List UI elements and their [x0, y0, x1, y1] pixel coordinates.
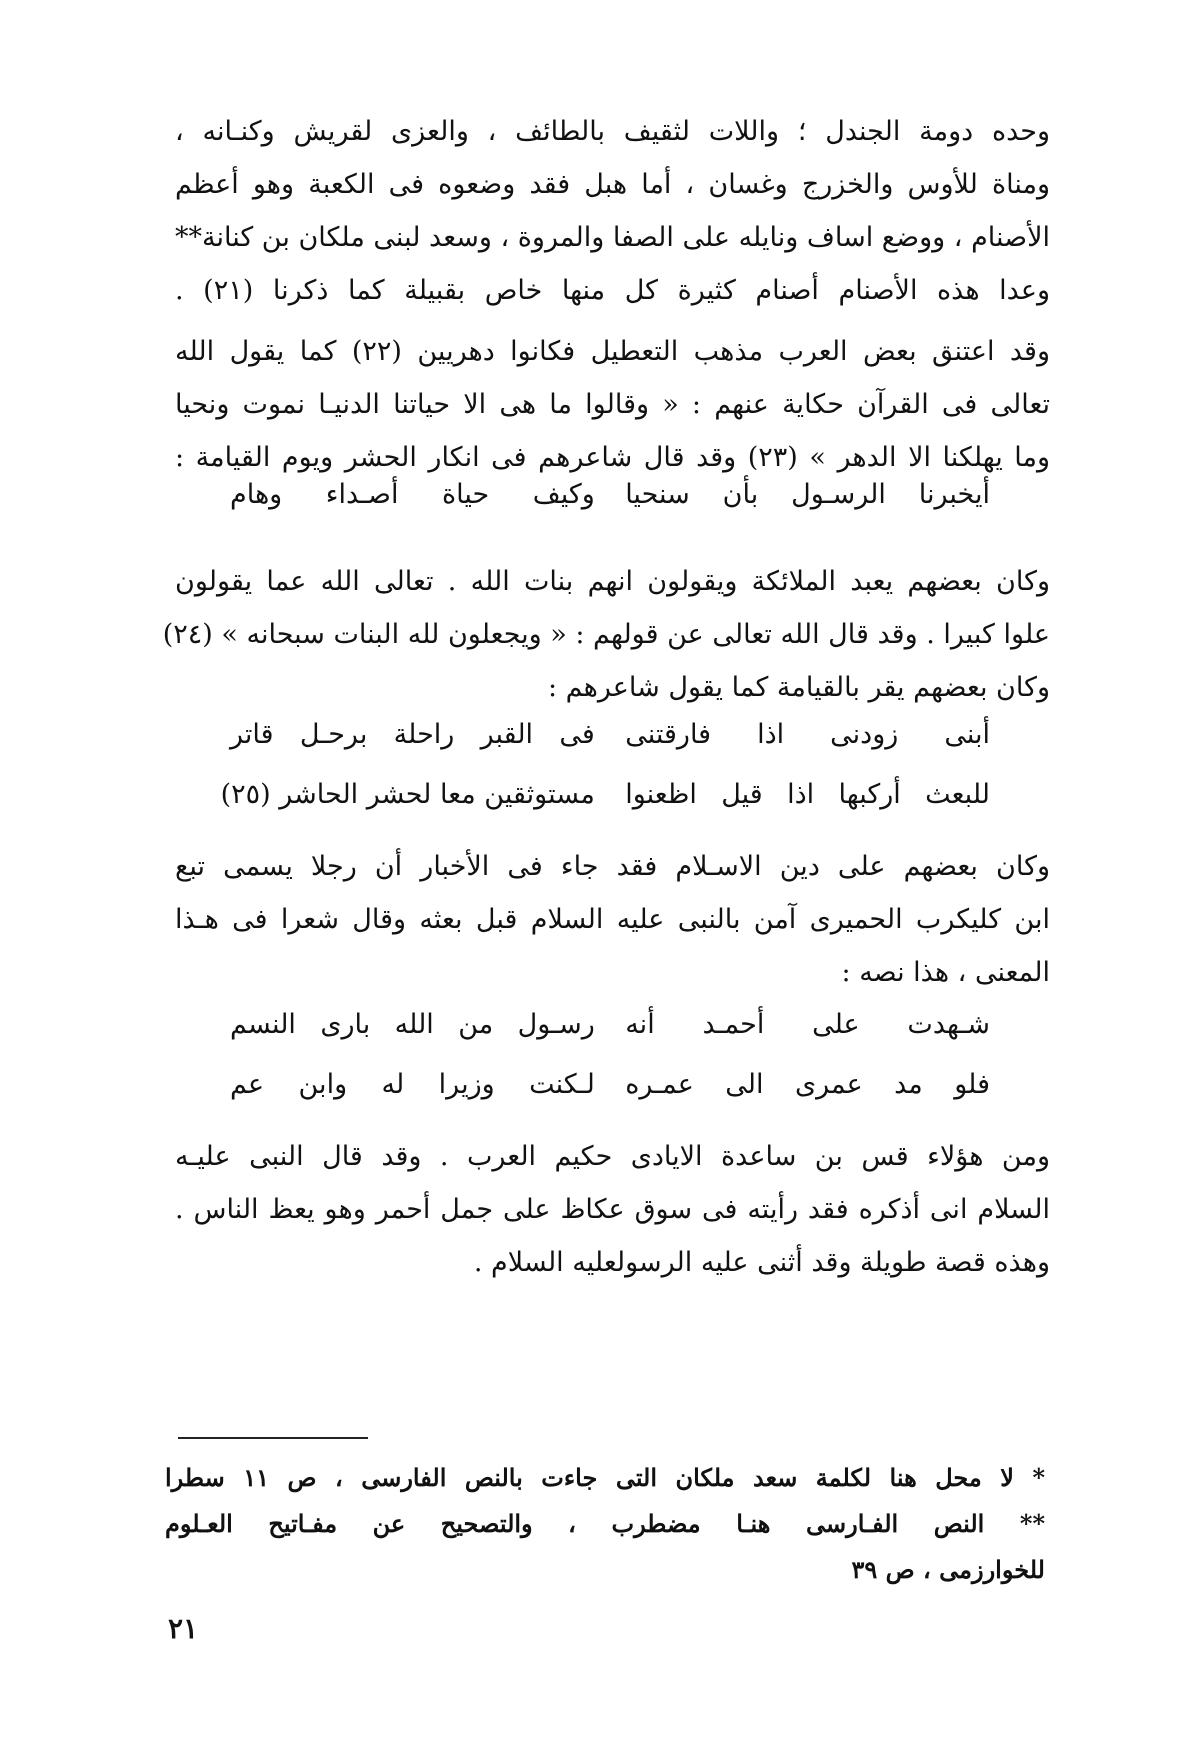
text-line: وكان بعضهم على دين الاسـلام فقد جاء فى الأخبار أن رجلا يسمى تبع	[175, 851, 1050, 882]
verse-second-hemistich: لـكنت وزيرا له وابن عم	[230, 1069, 595, 1100]
footnote: للخوارزمى ، ص ٣٩	[851, 1555, 1045, 1584]
text-line: المعنى ، هذا نصه :	[841, 957, 1050, 988]
text-line: ومناة للأوس والخزرج وغسان ، أما هبل فقد وضعوه فى الكعبة وهو أعظم	[175, 169, 1050, 200]
verse-second-hemistich: رسـول من الله بارى النسم	[230, 1009, 595, 1040]
verse-first-hemistich: أبنى زودنى اذا فارقتنى	[625, 719, 990, 750]
text-line: ومن هؤلاء قس بن ساعدة الايادى حكيم العرب . وقد قال النبى عليـه	[175, 1141, 1050, 1172]
paragraph-quss	[175, 1130, 1050, 1289]
verse-first-hemistich: فلو مد عمرى الى عمـره	[625, 1069, 990, 1100]
footnotes	[165, 1455, 1045, 1593]
verse-second-hemistich: مستوثقين معا لحشر الحاشر (٢٥)	[220, 779, 595, 810]
footnote: ** النص الفـارسى هنـا مضطرب ، والتصحيح عن مفـاتيح العـلوم	[165, 1509, 1045, 1538]
verse-line	[230, 465, 990, 525]
text-line: وعدا هذه الأصنام أصنام كثيرة كل منها خاص بقبيلة كما ذكرنا (٢١) .	[175, 275, 1050, 306]
text-line: الأصنام ، ووضع اساف ونايله على الصفا والمروة ، وسعد لبنى ملكان بن كنانة**	[175, 222, 1050, 253]
text-line: وحده دومة الجندل ؛ واللات لثقيف بالطائف ، والعزى لقريش وكنـانه ،	[175, 116, 1050, 147]
paragraph-islam	[175, 840, 1050, 999]
text-line: وهذه قصة طويلة وقد أثنى عليه الرسولعليه السلام .	[473, 1247, 1050, 1278]
paragraph-dahriyin	[175, 325, 1050, 484]
verse-line	[220, 765, 990, 825]
paragraph-idols	[175, 105, 1050, 317]
text-line: وكان بعضهم يعبد الملائكة ويقولون انهم بنات الله . تعالى الله عما يقولون	[175, 566, 1050, 597]
verse-line	[230, 1055, 990, 1115]
verse-second-hemistich: وكيف حياة أصـداء وهام	[230, 479, 595, 510]
page-number: ٢١	[168, 1612, 199, 1645]
paragraph-angels	[162, 555, 1050, 714]
verse-block	[230, 995, 990, 1115]
footnote: * لا محل هنا لكلمة سعد ملكان التى جاءت بالنص الفارسى ، ص ١١ سطرا	[165, 1463, 1045, 1492]
text-line: علوا كبيرا . وقد قال الله تعالى عن قولهم : « ويجعلون لله البنات سبحانه » (٢٤)	[162, 619, 1050, 650]
text-line: ابن كليكرب الحميرى آمن بالنبى عليه السلام قبل بعثه وقال شعرا فى هـذا	[175, 904, 1050, 935]
text-line: وكان بعضهم يقر بالقيامة كما يقول شاعرهم :	[548, 672, 1050, 703]
verse-block	[220, 705, 990, 825]
verse-block	[230, 465, 990, 525]
verse-first-hemistich: للبعث أركبها اذا قيل اظعنوا	[625, 779, 990, 810]
footnote-divider	[178, 1437, 368, 1439]
text-line: وقد اعتنق بعض العرب مذهب التعطيل فكانوا دهريين (٢٢) كما يقول الله	[175, 336, 1050, 367]
verse-line	[230, 995, 990, 1055]
verse-first-hemistich: أيخبرنا الرسـول بأن سنحيا	[625, 479, 990, 510]
text-line: وما يهلكنا الا الدهر » (٢٣) وقد قال شاعرهم فى انكار الحشر ويوم القيامة :	[175, 442, 1051, 473]
verse-line	[230, 705, 990, 765]
verse-second-hemistich: فى القبر راحلة برحـل قاتر	[230, 719, 595, 750]
text-line: تعالى فى القرآن حكاية عنهم : « وقالوا ما هى الا حياتنا الدنيـا نموت ونحيا	[175, 389, 1050, 420]
text-line: السلام انى أذكره فقد رأيته فى سوق عكاظ على جمل أحمر وهو يعظ الناس .	[175, 1194, 1050, 1225]
verse-first-hemistich: شـهدت على أحمـد أنه	[625, 1009, 990, 1040]
